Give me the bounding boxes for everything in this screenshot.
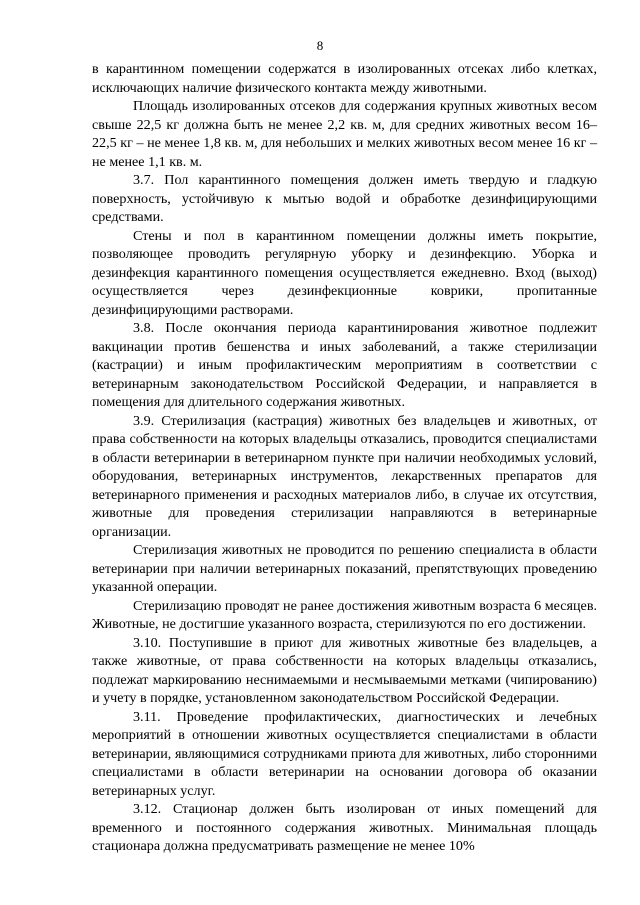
paragraph-walls-disinfection: Стены и пол в карантинном помещении должны иметь покрытие, позволяющее проводить регулярную уборку и дезинфекцию. Уборка и дезинфекция карантинного помещения осуществляется ежедневно. Вход (выход) осуществляется через дезинфекционные коврики, пропитанные дезинфицирующими растворами. [92,227,597,318]
document-body [92,60,597,856]
page-number: 8 [316,38,324,53]
paragraph-quarantine-cells: в карантинном помещении содержатся в изолированных отсеках либо клетках, исключающих наличие физического контакта между животными. [92,61,597,96]
paragraph-3-10-marking: 3.10. Поступившие в приют для животных животные без владельцев, а также животные, от права собственности на которых владельцы отказались, подлежат маркированию неснимаемыми и несмываемыми метками (чипированию) и учету в порядке, установленном законодательством Российской Федерации. [92,634,597,706]
paragraph-3-12-hospital: 3.12. Стационар должен быть изолирован от иных помещений для временного и постоянного содержания животных. Минимальная площадь стационара должна предусматривать размещение не менее 10% [92,801,597,854]
paragraph-compartment-area: Площадь изолированных отсеков для содержания крупных животных весом свыше 22,5 кг должна быть не менее 2,2 кв. м, для средних животных весом 16–22,5 кг – не менее 1,8 кв. м, для небольших и мелких животных весом менее 16 кг – не менее 1,1 кв. м. [92,98,597,170]
paragraph-3-7-floor: 3.7. Пол карантинного помещения должен иметь твердую и гладкую поверхность, устойчивую к мытью водой и обработке дезинфицирующими средствами. [92,172,597,225]
paragraph-3-8-vaccination: 3.8. После окончания периода карантинирования животное подлежит вакцинации против бешенства и иных заболеваний, а также стерилизации (кастрации) и иным профилактическим мероприятиям в соответствии с ветеринарным законодательством Российской Федерации, и направляется в помещения для длительного содержания животных. [92,320,597,410]
paragraph-sterilization-contraindications: Стерилизация животных не проводится по решению специалиста в области ветеринарии при наличии ветеринарных показаний, препятствующих проведению указанной операции. [92,542,597,595]
paragraph-3-9-sterilization: 3.9. Стерилизация (кастрация) животных без владельцев и животных, от права собственности на которых владельцы отказались, проводится специалистами в области ветеринарии в ветеринарном пункте при наличии необходимых условий, оборудования, ветеринарных инструментов, лекарственных препаратов для ветеринарного применения и расходных материалов либо, в случае их отсутствия, животные для проведения стерилизации направляются в ветеринарные организации. [92,412,597,540]
paragraph-sterilization-age: Стерилизацию проводят не ранее достижения животным возраста 6 месяцев. Животные, не достигшие указанного возраста, стерилизуются по его достижении. [92,597,597,632]
paragraph-3-11-veterinary-measures: 3.11. Проведение профилактических, диагностических и лечебных мероприятий в отношении животных осуществляется специалистами в области ветеринарии, являющимися сотрудниками приюта для животных, либо сторонними специалистами в области ветеринарии на основании договора об оказании ветеринарных услуг. [92,708,597,799]
